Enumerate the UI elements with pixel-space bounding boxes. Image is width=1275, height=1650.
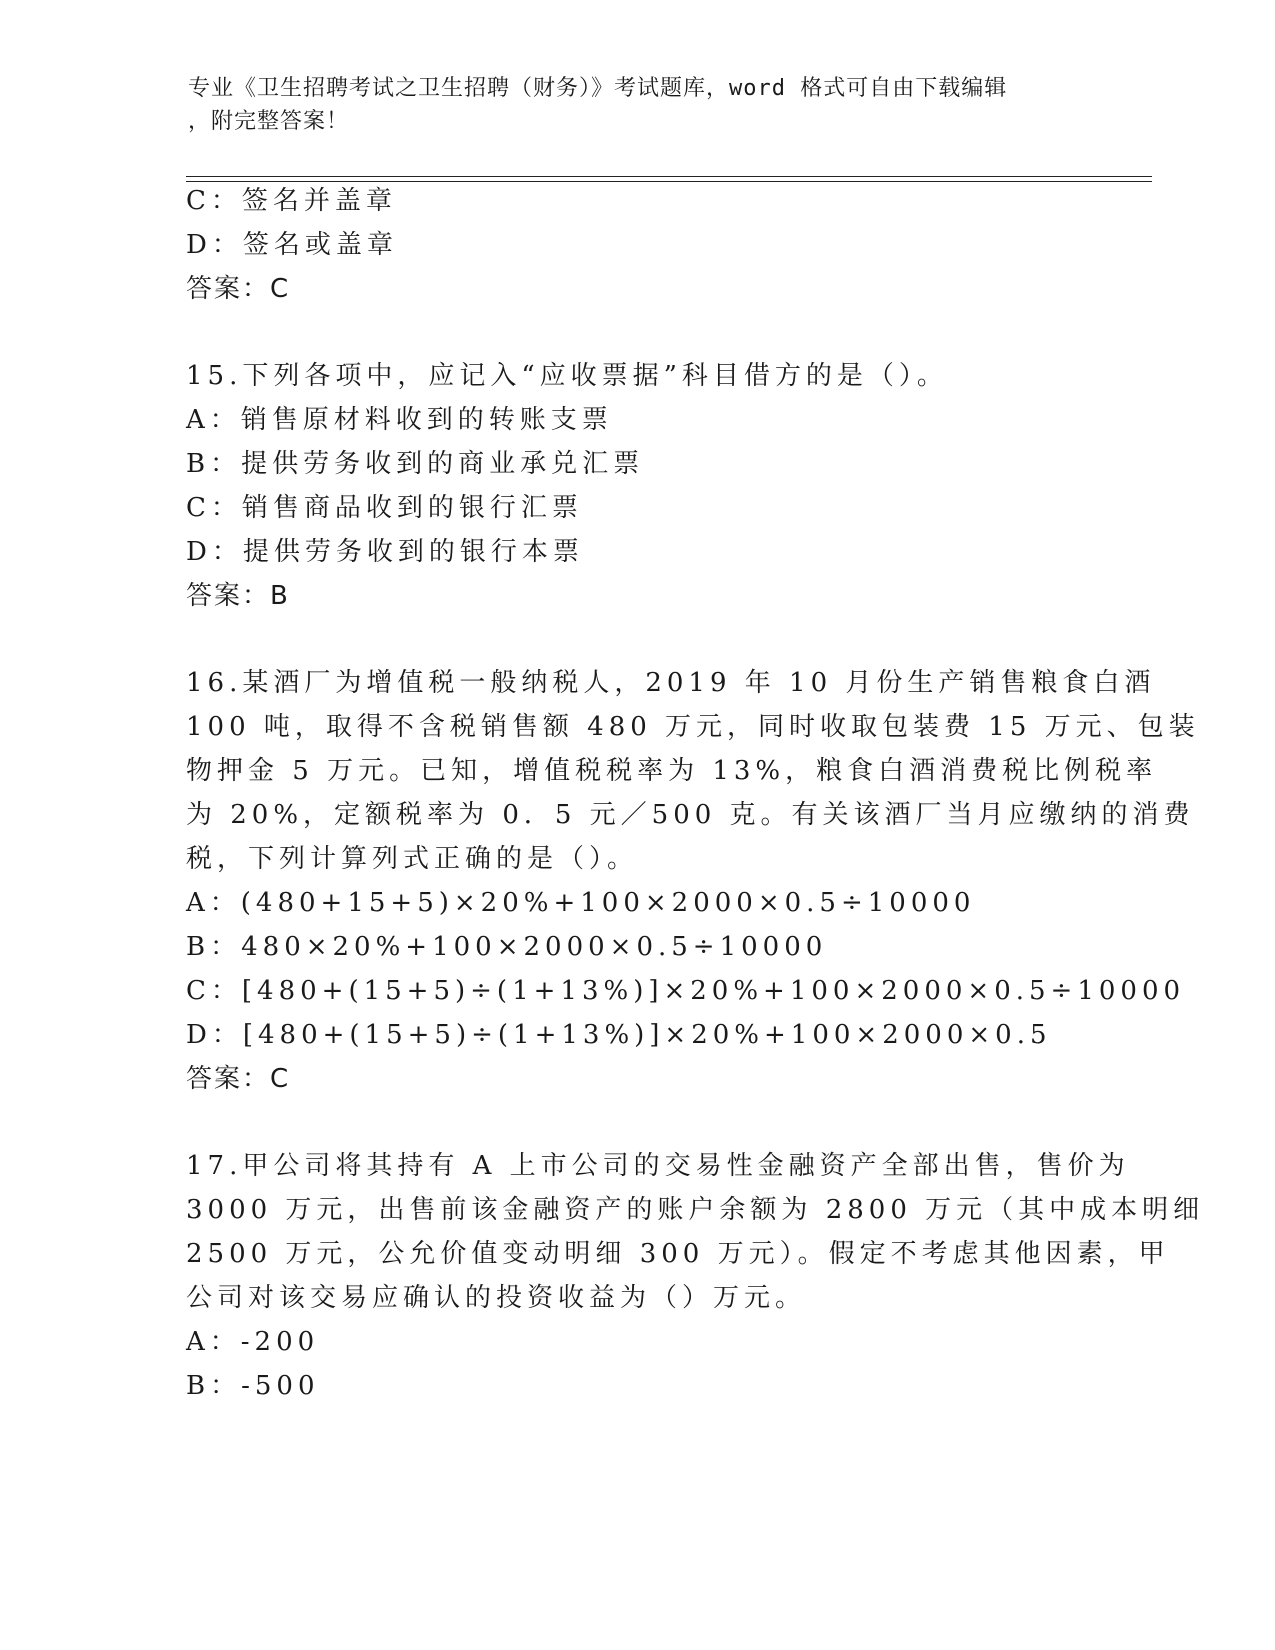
q16-option-c: C：[480+(15+5)÷(1+13%)]×20%+100×2000×0.5÷10000 [186, 976, 1186, 1006]
q17-option-b: B：-500 [186, 1371, 320, 1401]
q16-answer: 答案：C [186, 1064, 291, 1094]
q15-answer: 答案：B [186, 581, 290, 611]
q17-stem-line: 17.甲公司将其持有 A 上市公司的交易性金融资产全部出售，售价为 [186, 1151, 1130, 1181]
header-divider-bottom [186, 181, 1152, 182]
q14-answer: 答案：C [186, 274, 291, 304]
q14-option-c: C：签名并盖章 [186, 186, 397, 216]
q15-option-d: D：提供劳务收到的银行本票 [186, 537, 584, 567]
q15-option-b: B：提供劳务收到的商业承兑汇票 [186, 449, 645, 479]
q16-stem-line: 100 吨，取得不含税销售额 480 万元，同时收取包装费 15 万元、包装 [186, 712, 1200, 742]
header-line-1: 专业《卫生招聘考试之卫生招聘（财务）》考试题库，word 格式可自由下载编辑 [188, 76, 1008, 101]
header-divider-top [186, 176, 1152, 177]
q15-option-a: A：销售原材料收到的转账支票 [186, 405, 613, 435]
q16-option-b: B：480×20%+100×2000×0.5÷10000 [186, 932, 828, 962]
header-line-2: ，附完整答案！ [188, 109, 350, 134]
q16-stem-line: 16.某酒厂为增值税一般纳税人，2019 年 10 月份生产销售粮食白酒 [186, 668, 1156, 698]
q17-stem-line: 公司对该交易应确认的投资收益为（）万元。 [186, 1283, 807, 1313]
q15-option-c: C：销售商品收到的银行汇票 [186, 493, 583, 523]
q16-stem-line: 为 20%，定额税率为 0．5 元／500 克。有关该酒厂当月应缴纳的消费 [186, 800, 1195, 830]
q14-option-d: D：签名或盖章 [186, 230, 398, 260]
q17-stem-line: 2500 万元，公允价值变动明细 300 万元）。假定不考虑其他因素，甲 [186, 1239, 1170, 1269]
q16-stem-line: 物押金 5 万元。已知，增值税税率为 13%，粮食白酒消费税比例税率 [186, 756, 1158, 786]
document-header [188, 72, 1088, 138]
q16-option-a: A：(480+15+5)×20%+100×2000×0.5÷10000 [186, 888, 976, 918]
q17-stem-line: 3000 万元，出售前该金融资产的账户余额为 2800 万元（其中成本明细 [186, 1195, 1205, 1225]
q16-stem-line: 税，下列计算列式正确的是（）。 [186, 844, 639, 874]
q17-option-a: A：-200 [186, 1327, 320, 1357]
q16-option-d: D：[480+(15+5)÷(1+13%)]×20%+100×2000×0.5 [186, 1020, 1052, 1050]
q15-stem: 15.下列各项中，应记入“应收票据”科目借方的是（）。 [186, 361, 948, 391]
